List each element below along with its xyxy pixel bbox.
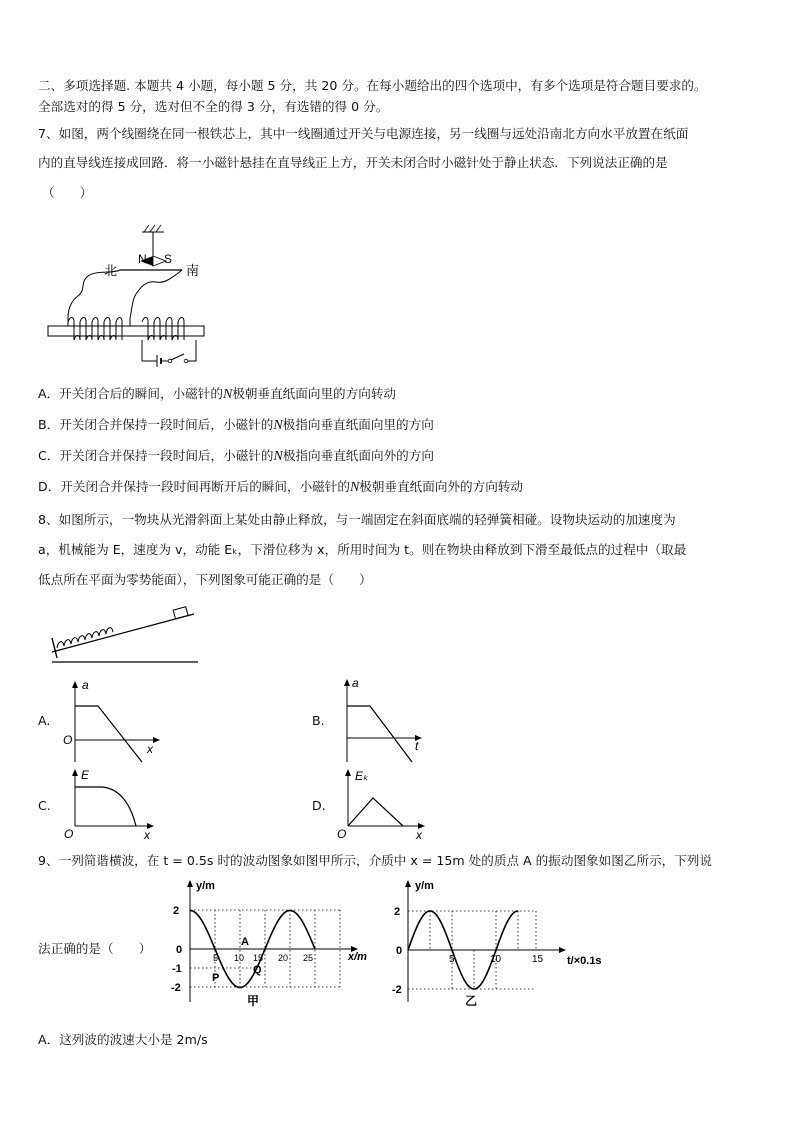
q9-jia-ytick-0: 0 [176, 944, 183, 956]
q8-graph-b [332, 676, 432, 770]
q8-graph-c [60, 766, 160, 842]
q9-option-a[interactable]: A．这列波的波速大小是 2m/s [38, 1032, 208, 1047]
q7-label-south: 南 [186, 263, 200, 278]
q9-jia-xtick-25: 25 [303, 953, 314, 963]
q8-graph-a-origin: O [63, 733, 73, 747]
q9-yi-ytick-0: 0 [396, 945, 403, 957]
section-header-line2: 全部选对的得 5 分，选对但不全的得 3 分，有选错的得 0 分。 [38, 99, 389, 114]
q9-jia-xtick-20: 20 [278, 953, 289, 963]
q8-graph-a [60, 678, 170, 770]
q9-jia-caption: 甲 [247, 994, 260, 1008]
q9-jia-ytick-m2: -2 [171, 982, 181, 994]
q9-yi-ylabel: y/m [415, 880, 434, 892]
q9-jia-xtick-10: 10 [234, 953, 245, 963]
q8-stem-line3: 低点所在平面为零势能面），下列图象可能正确的是（ ） [38, 572, 372, 587]
q9-yi-ytick-2: 2 [394, 906, 401, 918]
section-header-line1: 二、多项选择题. 本题共 4 小题，每小题 5 分，共 20 分。在每小题给出的四个选项中，有多个选项是符合题目要求的。 [38, 78, 707, 93]
q9-jia-xtick-15: 15 [253, 953, 264, 963]
q9-yi-xlabel: t/×0.1s [567, 955, 602, 967]
q8-incline-figure [48, 602, 203, 667]
q9-yi-caption: 乙 [465, 994, 478, 1008]
q8-graph-d [333, 766, 433, 842]
q9-yi-xtick-10: 10 [490, 954, 502, 965]
q9-stem-line2: 法正确的是（ ） [38, 941, 152, 956]
q9-yi-xtick-15: 15 [532, 954, 544, 965]
q7-stem-line2: 内的直导线连接成回路．将一小磁针悬挂在直导线正上方，开关未闭合时小磁针处于静止状态．下列说法正确的是 [38, 155, 668, 170]
q9-jia-point-q: Q [253, 964, 262, 976]
q8-graph-c-letter[interactable]: C. [38, 798, 51, 813]
q9-jia-ytick-m1: -1 [172, 963, 182, 975]
q7-label-n: N [138, 252, 147, 266]
q7-stem-line1: 7、如图，两个线圈绕在同一根铁芯上，其中一线圈通过开关与电源连接，另一线圈与远处沿南北方向水平放置在纸面 [38, 126, 689, 141]
q8-graph-d-origin: O [337, 827, 347, 841]
q9-jia-xlabel: x/m [348, 951, 367, 963]
q8-graph-b-letter[interactable]: B. [312, 713, 325, 728]
q8-graph-a-ylabel: a [82, 678, 89, 692]
q7-option-a[interactable]: A．开关闭合后的瞬间，小磁针的N极朝垂直纸面向里的方向转动 [38, 386, 396, 402]
q8-graph-b-xlabel: t [415, 739, 419, 753]
q7-label-north: 北 [104, 263, 118, 278]
q8-graph-d-xlabel: x [416, 828, 422, 842]
q8-graph-d-ylabel: Eₖ [355, 769, 369, 783]
q9-jia-ylabel: y/m [196, 880, 215, 892]
q8-graph-a-xlabel: x [147, 742, 153, 756]
q9-jia-point-a: A [241, 936, 249, 948]
q9-wave-graph-jia [168, 878, 378, 1010]
q7-option-b[interactable]: B．开关闭合并保持一段时间后，小磁针的N极指向垂直纸面向里的方向 [38, 417, 434, 433]
q8-graph-b-ylabel: a [352, 676, 359, 690]
q9-jia-xtick-5: 5 [213, 953, 219, 963]
q8-graph-c-ylabel: E [81, 768, 90, 782]
q9-jia-ytick-2: 2 [173, 905, 180, 917]
q8-graph-a-letter[interactable]: A. [38, 713, 51, 728]
q9-vibration-graph-yi [386, 878, 616, 1010]
q8-stem-line2: a，机械能为 E，速度为 v，动能 Eₖ，下滑位移为 x，所用时间为 t。则在物块由释放到下滑至最低点的过程中（取最 [38, 542, 687, 557]
q7-answer-blank: （ ） [42, 185, 93, 200]
q7-coil-figure [40, 218, 215, 368]
q9-yi-xtick-5: 5 [449, 954, 455, 965]
q9-yi-ytick-m2: -2 [392, 984, 402, 996]
q7-option-c[interactable]: C．开关闭合并保持一段时间后，小磁针的N极指向垂直纸面向外的方向 [38, 448, 434, 464]
q8-graph-c-origin: O [64, 827, 74, 841]
q7-label-s: S [164, 252, 173, 266]
q8-stem-line1: 8、如图所示，一物块从光滑斜面上某处由静止释放，与一端固定在斜面底端的轻弹簧相碰。设物块运动的加速度为 [38, 512, 676, 527]
q8-graph-c-xlabel: x [144, 828, 150, 842]
q7-option-d[interactable]: D．开关闭合并保持一段时间再断开后的瞬间，小磁针的N极朝垂直纸面向外的方向转动 [38, 479, 524, 495]
q8-graph-d-letter[interactable]: D. [312, 798, 326, 813]
q9-jia-point-p: P [212, 972, 220, 984]
q9-stem-line1: 9、一列简谐横波，在 t = 0.5s 时的波动图象如图甲所示，介质中 x = 15m 处的质点 A 的振动图象如图乙所示，下列说 [38, 853, 712, 868]
